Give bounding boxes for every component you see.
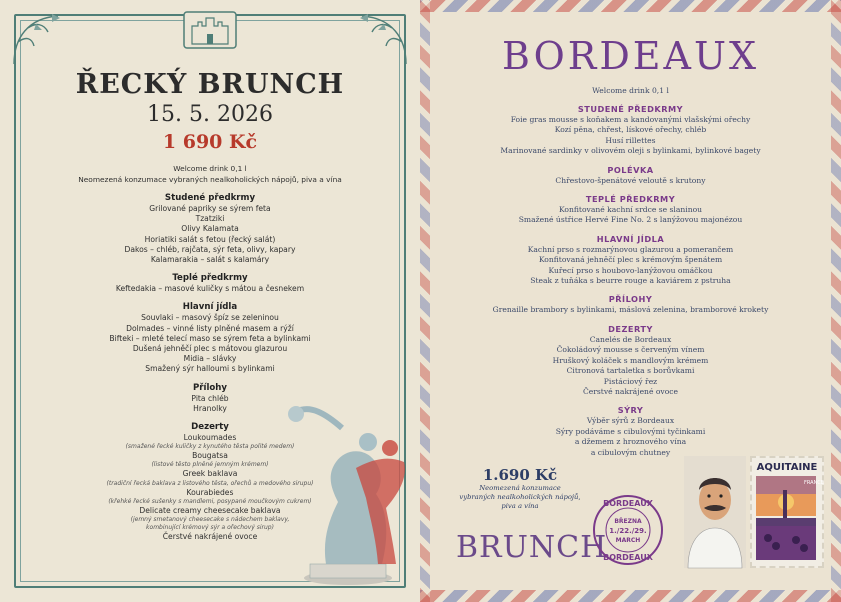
item-description: (tradiční řecká baklava z listového těsta, ořechů a medového sirupu)	[106, 479, 314, 487]
menu-item: Chřestovo-špenátové veloutě s krutony	[555, 175, 706, 185]
menu-item: Greek baklava	[182, 469, 238, 479]
item-description: (smažené řecké kuličky z kynutého těsta polité medem)	[125, 443, 295, 451]
menu-item: Čerstvé nakrájené ovoce	[162, 532, 258, 542]
welcome-drink: Welcome drink 0,1 l	[173, 164, 247, 173]
menu-section	[28, 302, 392, 374]
airmail-border	[420, 0, 841, 12]
aquitaine-stamp	[750, 456, 824, 568]
price-block	[450, 466, 590, 511]
item-description: kombinující krémový sýr a ořechový sirup)	[146, 524, 274, 532]
menu-item: Citronová tartaletka s borůvkami	[566, 366, 695, 376]
menu-item: Pita chléb	[191, 393, 229, 403]
menu-item: Foie gras mousse s koňakem a kandovanými vlašskými ořechy	[510, 115, 751, 124]
airmail-border	[420, 590, 841, 602]
menu-item: a cibulovým chutney	[590, 447, 671, 457]
menu-item: Souvlaki – masový špíz se zeleninou	[141, 313, 279, 323]
section-heading: Teplé předkrmy	[172, 273, 248, 284]
section-heading: POLÉVKA	[607, 164, 654, 175]
menu-section	[460, 165, 801, 186]
menu-item: Grenaille brambory s bylinkami, máslová zelenina, bramborové krokety	[492, 305, 769, 315]
menu-item: Bougatsa	[192, 451, 228, 461]
menu-section	[28, 273, 392, 294]
menu-section	[460, 294, 801, 315]
item-description: (listové těsto plněné jemným krémem)	[151, 461, 269, 469]
unlimited-drinks: Neomezená konzumace vybraných nealkoholických nápojů, piva a vína	[78, 175, 342, 184]
menu-item: a džemem z hroznového vína	[574, 437, 687, 447]
menu-item: Kozí pěna, chřest, lískové ořechy, chléb	[554, 125, 707, 135]
section-heading: Přílohy	[192, 382, 228, 393]
airmail-border	[831, 0, 841, 602]
menu-item: Horiatiki salát s fetou (řecký salát)	[144, 234, 276, 244]
section-heading: Dezerty	[191, 422, 229, 433]
vine-ornament-icon	[8, 8, 88, 68]
menu-item: Husí rillettes	[605, 135, 656, 145]
bordeaux-brunch-page	[420, 0, 841, 602]
section-heading: SÝRY	[617, 405, 644, 416]
menu-section	[460, 324, 801, 397]
menu-item: Dakos – chléb, rajčata, sýr feta, olivy, kapary	[124, 244, 296, 254]
menu-item: Pistáciový řez	[603, 376, 658, 386]
menu-item: Sýry podáváme s cibulovými tyčinkami	[555, 426, 706, 436]
menu-section	[460, 405, 801, 458]
welcome-drink: Welcome drink 0,1 l	[592, 86, 669, 95]
drinks-note: piva a vína	[501, 502, 539, 510]
page-title: BORDEAUX	[501, 34, 760, 78]
stamp-label: AQUITAINE	[756, 462, 818, 473]
brunch-logo: BRUNCH	[456, 530, 608, 565]
discus-thrower-statue-icon	[286, 398, 416, 588]
section-heading: STUDENÉ PŘEDKRMY	[577, 104, 684, 114]
menu-item: Midia – slávky	[183, 354, 237, 364]
item-description: (jemný smetanový cheesecake s nádechem baklavy,	[130, 516, 290, 524]
menu-item: Dušená jehněčí plec s mátovou glazurou	[132, 344, 288, 354]
chef-portrait-icon	[680, 452, 750, 572]
price: 1.690 Kč	[482, 466, 558, 484]
menu-item: Čokoládový mousse s červeným vínem	[556, 345, 705, 355]
section-heading: TEPLÉ PŘEDKRMY	[585, 194, 676, 205]
menu-section	[28, 193, 392, 265]
section-heading: PŘÍLOHY	[608, 294, 653, 305]
stamp-sub: FRANCE	[804, 480, 824, 486]
postmark-stamp	[590, 492, 666, 568]
menu-item: Hranolky	[193, 403, 227, 413]
menu-item: Canelés de Bordeaux	[589, 334, 672, 344]
vine-ornament-icon	[332, 8, 412, 68]
menu-item: Keftedakia – masové kuličky s mátou a česnekem	[115, 284, 305, 294]
menu-item: Kuřecí prso s houbovo-lanýžovou omáčkou	[548, 265, 713, 275]
menu-section	[460, 104, 801, 157]
menu-section	[460, 234, 801, 287]
menu-item: Hruškový koláček s mandlovým krémem	[552, 355, 709, 365]
castle-crest-icon	[178, 8, 242, 52]
menu-item: Olivy Kalamata	[181, 224, 239, 234]
bordeaux-cityscape-icon	[756, 476, 824, 560]
menu-item: Kachní prso s rozmarýnovou glazurou a pomerančem	[527, 244, 734, 254]
item-description: (křehké řecké sušenky s mandlemi, posypané moučkovým cukrem)	[108, 497, 312, 505]
drinks-note: Neomezená konzumace	[479, 484, 561, 492]
menu-item: Smažený sýr halloumi s bylinkami	[145, 364, 275, 374]
menu-item: Delicate creamy cheesecake baklava	[139, 505, 281, 515]
menu-item: Výběr sýrů z Bordeaux	[586, 416, 675, 426]
menu-item: Steak z tuňáka s beurre rouge a kaviárem z pstruha	[530, 276, 731, 286]
greek-brunch-page	[0, 0, 420, 602]
menu-item: Dolmades – vinné listy plněné masem a rýží	[126, 323, 294, 333]
price: 1 690 Kč	[162, 131, 258, 153]
menu-item: Bifteki – mleté telecí maso se sýrem feta a bylinkami	[109, 333, 311, 343]
drinks-note: vybraných nealkoholických nápojů,	[459, 493, 581, 501]
postmark-date: 1./22./29.	[609, 527, 647, 535]
postmark-top: BORDEAUX	[603, 499, 653, 508]
section-heading: Studené předkrmy	[164, 193, 256, 203]
menu-item: Tzatziki	[195, 214, 225, 224]
menu-item: Marinované sardinky v olivovém oleji s bylinkami, bylinkové bagety	[500, 146, 761, 156]
page-title: ŘECKÝ BRUNCH	[75, 69, 345, 100]
menu-item: Čerstvé nakrájené ovoce	[582, 386, 679, 396]
postmark-month-en: MARCH	[615, 537, 641, 544]
menu-section	[460, 194, 801, 226]
menu-item: Grilované papriky se sýrem feta	[149, 204, 271, 213]
postmark-bottom: BORDEAUX	[603, 553, 653, 562]
menu-item: Konfitované kachní srdce se slaninou	[558, 205, 703, 215]
menu-item: Kourabiedes	[186, 487, 234, 497]
section-heading: Hlavní jídla	[182, 302, 238, 313]
airmail-border	[420, 0, 430, 602]
section-heading: HLAVNÍ JÍDLA	[596, 233, 665, 244]
menu-item: Loukoumades	[183, 433, 237, 443]
menu-item: Smažené ústřice Hervé Fine No. 2 s lanýžovou majonézou	[518, 215, 743, 225]
menu-item: Konfitovaná jehněčí plec s krémovým špenátem	[538, 255, 723, 265]
section-heading: DEZERTY	[608, 323, 653, 334]
event-date: 15. 5. 2026	[147, 102, 273, 127]
menu-item: Kalamarakia – salát s kalamáry	[150, 255, 270, 265]
postmark-month: BŘEZNA	[614, 518, 642, 525]
bordeaux-menu-content	[460, 86, 801, 458]
